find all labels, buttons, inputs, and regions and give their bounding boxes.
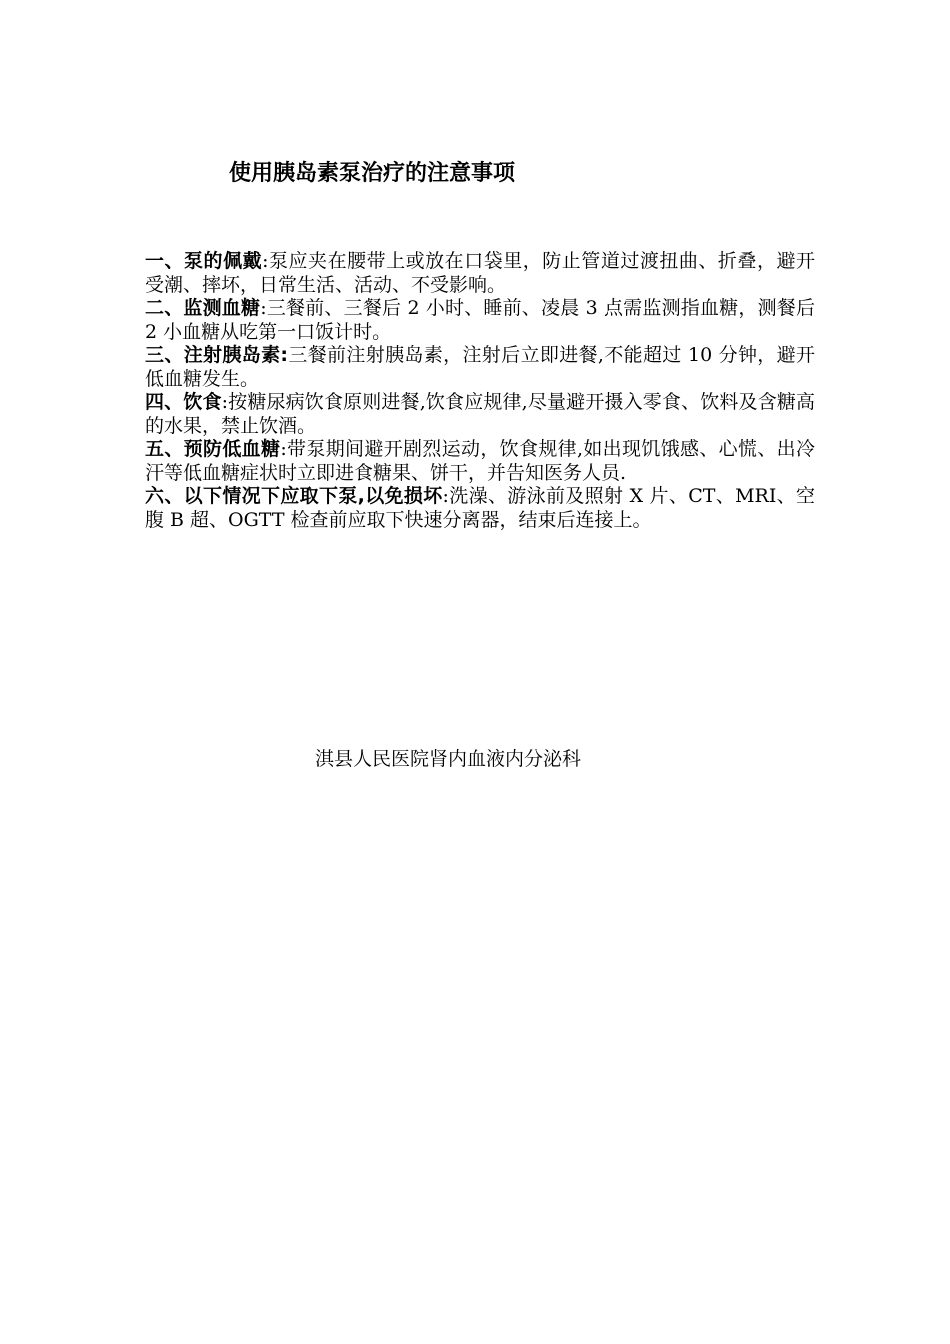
- note-item-pump-removal: [145, 485, 815, 532]
- note-text: 三餐前注射胰岛素，注射后立即进餐,不能超过 10 分钟，避开低血糖发生。: [145, 344, 815, 390]
- note-label: 五、预防低血糖: [145, 438, 281, 460]
- note-text: :带泵期间避开剧烈运动，饮食规律,如出现饥饿感、心慌、出冷汗等低血糖症状时立即进食糖果、饼干，并告知医务人员.: [145, 438, 815, 484]
- note-label: 一、泵的佩戴: [145, 250, 263, 272]
- note-text: :三餐前、三餐后 2 小时、睡前、凌晨 3 点需监测指血糖，测餐后 2 小血糖从吃第一口饭计时。: [145, 297, 815, 343]
- note-text: :泵应夹在腰带上或放在口袋里，防止管道过渡扭曲、折叠，避开受潮、摔坏，日常生活、活动、不受影响。: [145, 250, 815, 296]
- note-label: 六、以下情况下应取下泵,以免损坏: [145, 485, 443, 507]
- notes-list: [145, 250, 815, 532]
- note-item-diet: [145, 391, 815, 438]
- note-item-insulin-injection: [145, 344, 815, 391]
- department-footer: 淇县人民医院肾内血液内分泌科: [315, 748, 582, 770]
- note-label: 四、饮食: [145, 391, 222, 413]
- note-label: 二、监测血糖: [145, 297, 261, 319]
- note-label: 三、注射胰岛素:: [145, 344, 289, 366]
- note-item-hypoglycemia-prevention: [145, 438, 815, 485]
- note-item-glucose-monitoring: [145, 297, 815, 344]
- note-text: :按糖尿病饮食原则进餐,饮食应规律,尽量避开摄入零食、饮料及含糖高的水果，禁止饮酒。: [145, 391, 815, 437]
- note-text: :洗澡、游泳前及照射 X 片、CT、MRI、空腹 B 超、OGTT 检查前应取下快速分离器，结束后连接上。: [145, 485, 816, 531]
- document-title: 使用胰岛素泵治疗的注意事项: [229, 161, 516, 186]
- note-item-pump-wearing: [145, 250, 815, 297]
